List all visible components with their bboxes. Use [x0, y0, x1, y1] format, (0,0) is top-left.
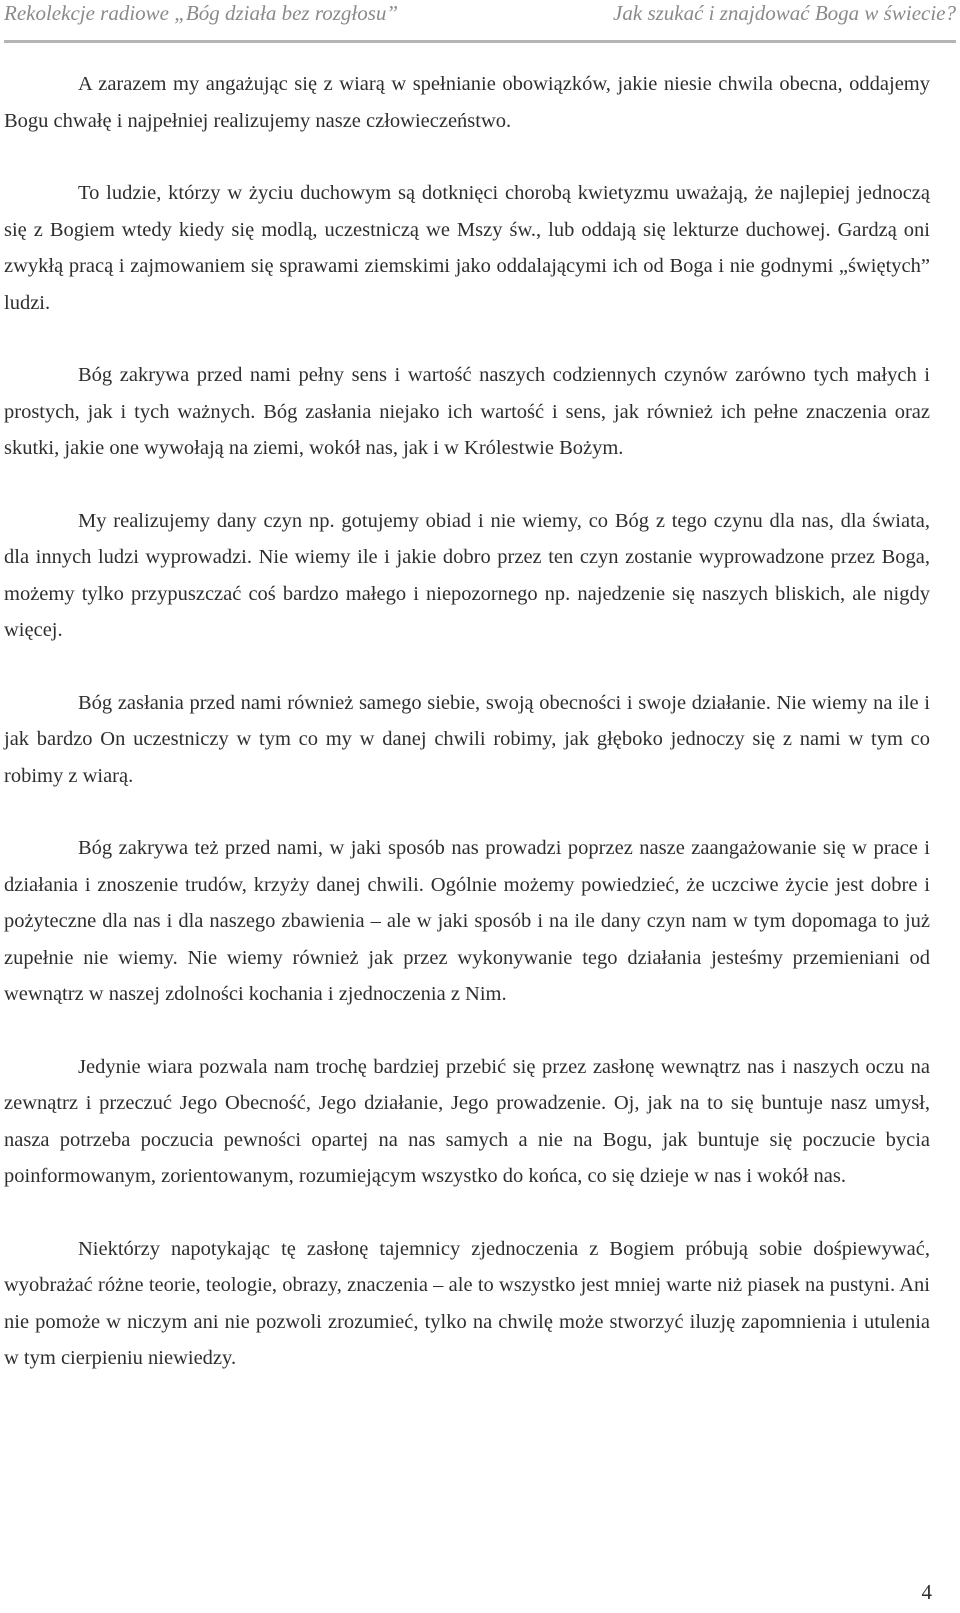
page-header — [4, 0, 956, 41]
page-number: 4 — [921, 1580, 932, 1604]
paragraph-2: To ludzie, którzy w życiu duchowym są dotknięci chorobą kwietyzmu uważają, że najlepiej jednoczą się z Bogiem wtedy kiedy się modlą, uczestniczą we Mszy św., lub oddają się lekturze duchowej. Gardzą oni zwykłą pracą i zajmowaniem się sprawami ziemskimi jako oddalającymi ich od Boga i nie godnymi „świętych” ludzi. — [4, 182, 930, 314]
header-divider — [4, 40, 956, 43]
body-text — [4, 66, 930, 1413]
paragraph-7: Jedynie wiara pozwala nam trochę bardziej przebić się przez zasłonę wewnątrz nas i naszych oczu na zewnątrz i przeczuć Jego Obecność, Jego działanie, Jego prowadzenie. Oj, jak na to się buntuje nasz umysł, nasza potrzeba poczucia pewności opartej na nas samych a nie na Bogu, jak buntuje się poczucie bycia poinformowanym, zorientowanym, rozumiejącym wszystko do końca, co się dzieje w nas i wokół nas. — [4, 1055, 930, 1187]
paragraph-3: Bóg zakrywa przed nami pełny sens i wartość naszych codziennych czynów zarówno tych małych i prostych, jak i tych ważnych. Bóg zasłania niejako ich wartość i sens, jak również ich pełne znaczenia oraz skutki, jakie one wywołają na ziemi, wokół nas, jak i w Królestwie Bożym. — [4, 364, 930, 459]
paragraph-4: My realizujemy dany czyn np. gotujemy obiad i nie wiemy, co Bóg z tego czynu dla nas, dla świata, dla innych ludzi wyprowadzi. Nie wiemy ile i jakie dobro przez ten czyn zostanie wyprowadzone przez Boga, możemy tylko przypuszczać coś bardzo małego i niepozornego np. najedzenie się naszych bliskich, ale nigdy więcej. — [4, 509, 930, 641]
paragraph-8: Niektórzy napotykając tę zasłonę tajemnicy zjednoczenia z Bogiem próbują sobie dośpiewywać, wyobrażać różne teorie, teologie, obrazy, znaczenia – ale to wszystko jest mniej warte niż piasek na pustyni. Ani nie pomoże w niczym ani nie pozwoli zrozumieć, tylko na chwilę może stworzyć iluzję zapomnienia i utulenia w tym cierpieniu niewiedzy. — [4, 1237, 930, 1369]
paragraph-6: Bóg zakrywa też przed nami, w jaki sposób nas prowadzi poprzez nasze zaangażowanie się w prace i działania i znoszenie trudów, krzyży danej chwili. Ogólnie możemy powiedzieć, że uczciwe życie jest dobre i pożyteczne dla nas i dla naszego zbawienia – ale w jaki sposób i na ile dany czyn nam w tym dopomaga to już zupełnie nie wiemy. Nie wiemy również jak przez wykonywanie tego działania jesteśmy przemieniani od wewnątrz w naszej zdolności kochania i zjednoczenia z Nim. — [4, 837, 930, 1005]
header-left-title: Rekolekcje radiowe „Bóg działa bez rozgłosu” — [4, 1, 399, 25]
header-right-title: Jak szukać i znajdować Boga w świecie? — [613, 1, 956, 25]
paragraph-1: A zarazem my angażując się z wiarą w spełnianie obowiązków, jakie niesie chwila obecna, oddajemy Bogu chwałę i najpełniej realizujemy nasze człowieczeństwo. — [4, 73, 930, 132]
paragraph-5: Bóg zasłania przed nami również samego siebie, swoją obecności i swoje działanie. Nie wiemy na ile i jak bardzo On uczestniczy w tym co my w danej chwili robimy, jak głęboko jednoczy się z nami w tym co robimy z wiarą. — [4, 691, 930, 787]
